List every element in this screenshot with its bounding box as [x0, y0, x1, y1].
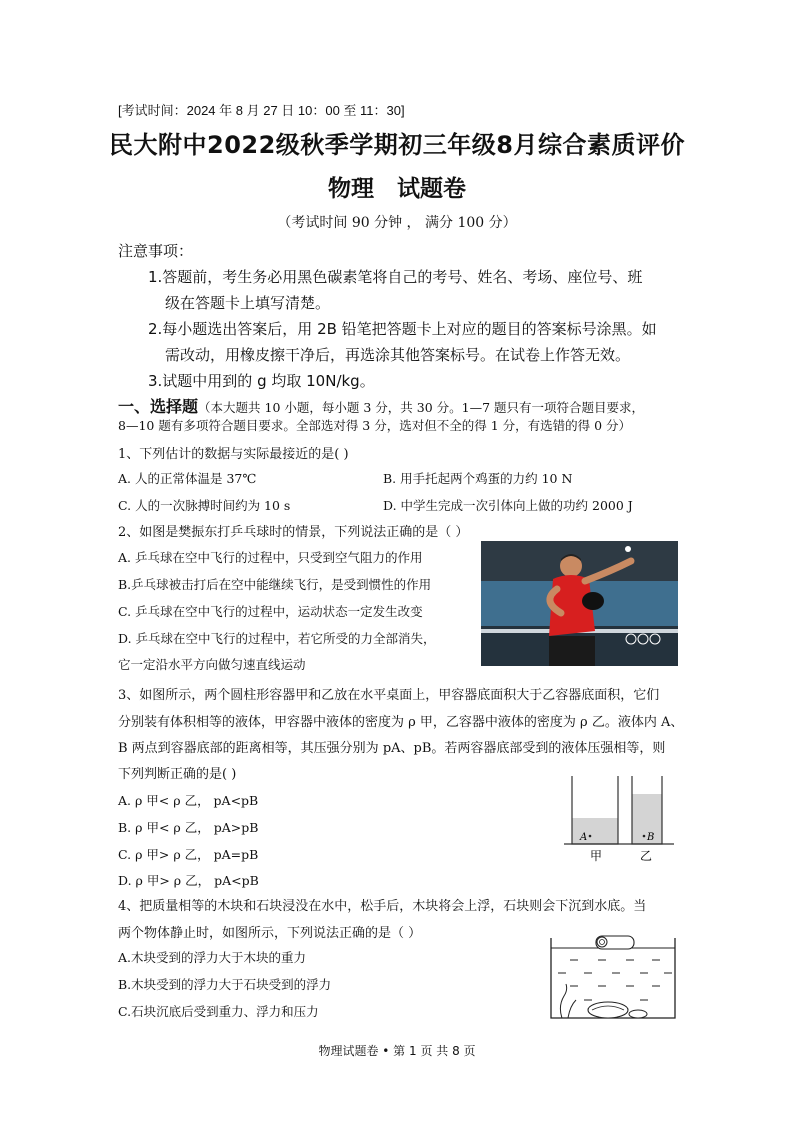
q1-stem: 1、下列估计的数据与实际最接近的是( ): [118, 447, 349, 462]
q4-option-a: A.木块受到的浮力大于木块的重力: [118, 950, 307, 965]
exam-time: [考试时间：2024 年 8 月 27 日 10：00 至 11：30]: [118, 103, 405, 118]
notice-heading: 注意事项：: [118, 242, 194, 260]
q3-option-a: A. ρ 甲< ρ 乙， pA<pB: [118, 793, 259, 808]
q4-option-c: C.石块沉底后受到重力、浮力和压力: [118, 1004, 319, 1019]
q2-option-d: D. 乒乓球在空中飞行的过程中，若它所受的力全部消失，: [118, 631, 436, 646]
q2-option-a: A. 乒乓球在空中飞行的过程中，只受到空气阻力的作用: [118, 550, 423, 565]
q2-option-d-cont: 它一定沿水平方向做匀速直线运动: [118, 657, 306, 672]
exam-duration: （考试时间 90 分钟 ， 满分 100 分）: [277, 215, 517, 231]
q2-option-b: B.乒乓球被击打后在空中能继续飞行，是受到惯性的作用: [118, 577, 432, 592]
q2-stem: 2、如图是樊振东打乒乓球时的情景，下列说法正确的是（ ）: [118, 525, 469, 540]
q4-stem-line2: 两个物体静止时，如图所示，下列说法正确的是（ ）: [118, 926, 422, 941]
exam-title: 民大附中2022级秋季学期初三年级8月综合素质评价: [109, 131, 685, 159]
q3-stem-line1: 3、如图所示，两个圆柱形容器甲和乙放在水平桌面上，甲容器底面积大于乙容器底面积，它们: [118, 688, 660, 703]
q1-option-c: C. 人的一次脉搏时间约为 10 s: [118, 498, 291, 513]
water-tank-diagram: [548, 928, 678, 1023]
container-diagram: [560, 772, 680, 864]
exam-subtitle: 物理 试题卷: [328, 176, 466, 202]
q3-stem-line2: 分别装有体积相等的液体，甲容器中液体的密度为 ρ 甲，乙容器中液体的密度为 ρ 乙。液体内 A、: [118, 715, 684, 730]
q4-stem-line1: 4、把质量相等的木块和石块浸没在水中，松手后，木块将会上浮，石块则会下沉到水底。当: [118, 899, 647, 914]
q1-option-a: A. 人的正常体温是 37℃: [118, 471, 257, 486]
section-header: [118, 394, 644, 417]
q3-option-d: D. ρ 甲> ρ 乙， pA<pB: [118, 873, 259, 888]
section-desc: （本大题共 10 小题，每小题 3 分，共 30 分。1—7 题只有一项符合题目要求，: [198, 400, 645, 415]
q1-option-b: B. 用手托起两个鸡蛋的力约 10 N: [383, 471, 573, 486]
q3-option-c: C. ρ 甲> ρ 乙， pA=pB: [118, 847, 259, 862]
point-b-label: B: [647, 832, 655, 843]
q1-option-d: D. 中学生完成一次引体向上做的功约 2000 J: [383, 498, 633, 513]
q3-stem-line3: B 两点到容器底部的距离相等，其压强分别为 pA、pB。若两容器底部受到的液体压强相等，则: [118, 741, 666, 756]
notice-item-3: 3.试题中用到的 g 均取 10N/kg。: [148, 372, 375, 390]
notice-item-2-cont: 需改动，用橡皮擦干净后，再选涂其他答案标号。在试卷上作答无效。: [165, 346, 631, 364]
container-a-label: 甲: [590, 849, 603, 863]
q2-option-c: C. 乒乓球在空中飞行的过程中，运动状态一定发生改变: [118, 604, 423, 619]
notice-item-1-cont: 级在答题卡上填写清楚。: [165, 294, 331, 312]
section-desc-cont: 8—10 题有多项符合题目要求。全部选对得 3 分，选对但不全的得 1 分，有选错的得 0 分）: [118, 418, 632, 433]
table-tennis-photo: [481, 541, 678, 666]
section-heading: 一、选择题: [118, 397, 199, 416]
notice-item-1: 1.答题前，考生务必用黑色碳素笔将自己的考号、姓名、考场、座位号、班: [148, 268, 643, 286]
page-footer: 物理试题卷 • 第 1 页 共 8 页: [318, 1044, 476, 1058]
q3-stem-line4: 下列判断正确的是( ): [118, 767, 237, 782]
q3-option-b: B. ρ 甲< ρ 乙， pA>pB: [118, 820, 259, 835]
q4-option-b: B.木块受到的浮力大于石块受到的浮力: [118, 977, 332, 992]
point-a-label: A: [580, 832, 588, 843]
container-b-label: 乙: [640, 849, 653, 863]
notice-item-2: 2.每小题选出答案后，用 2B 铅笔把答题卡上对应的题目的答案标号涂黑。如: [148, 320, 657, 338]
